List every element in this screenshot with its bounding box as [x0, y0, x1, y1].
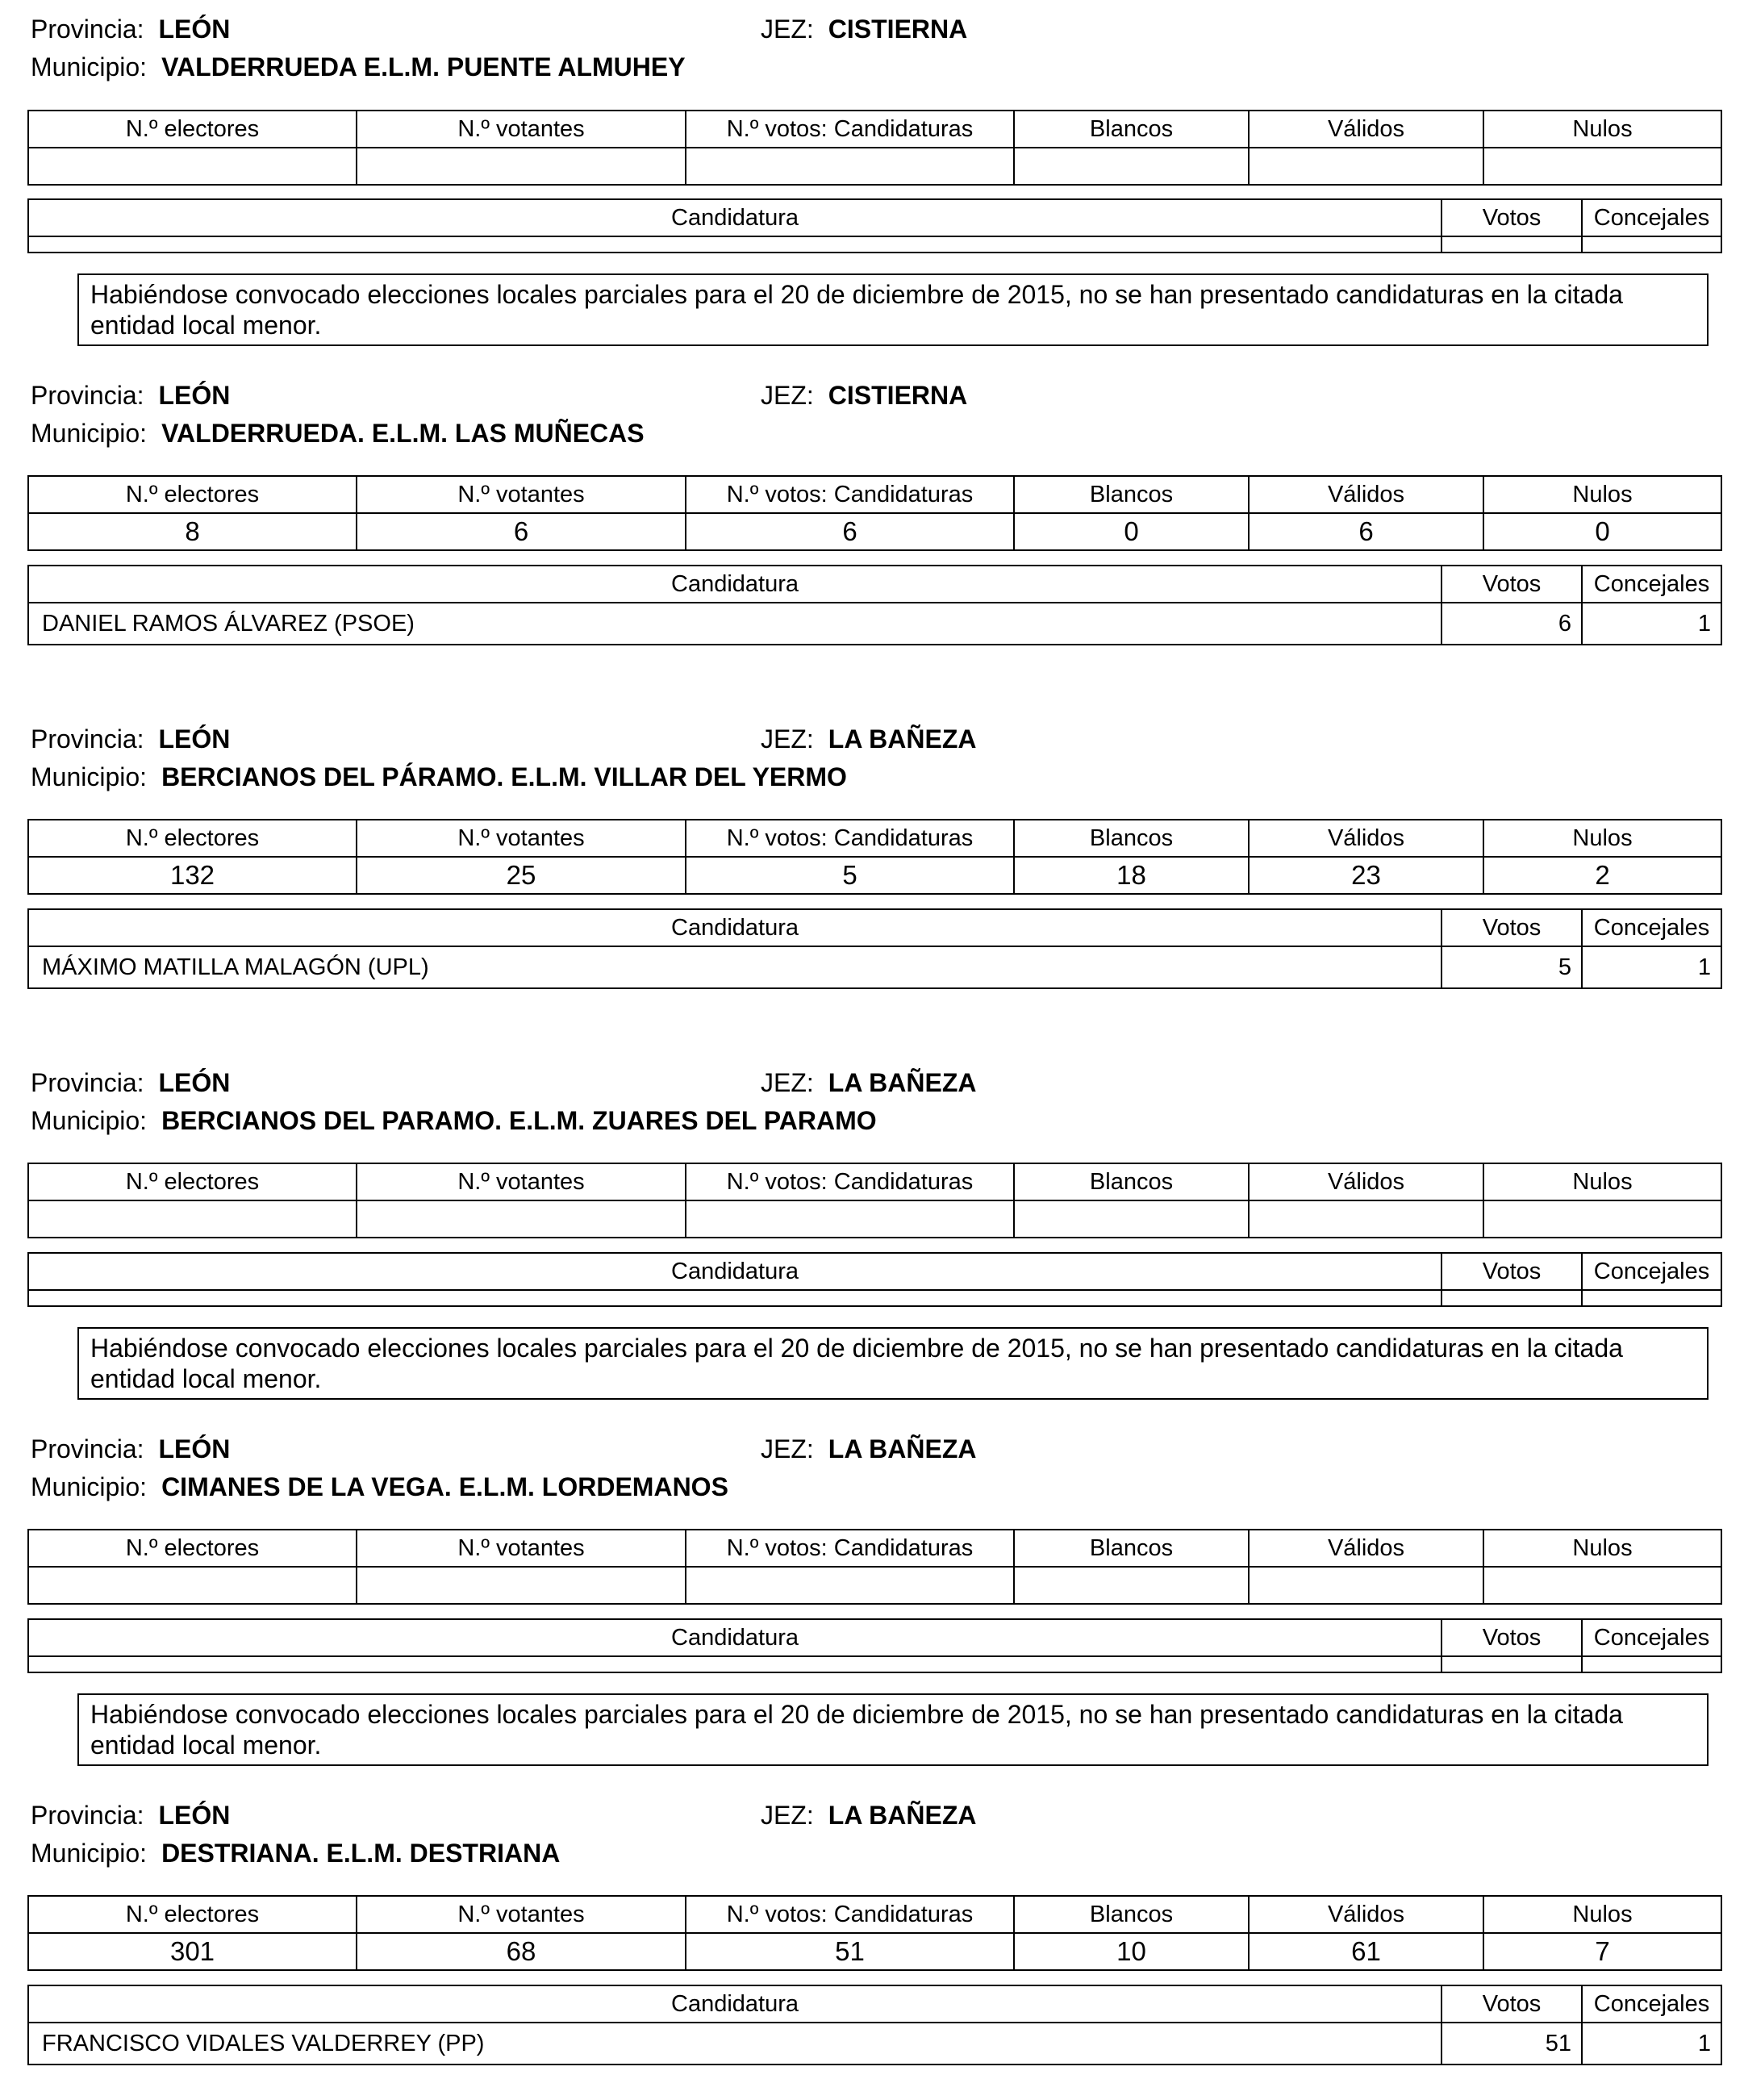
blancos-value: [1014, 1200, 1249, 1238]
candidate-concejales: 1: [1582, 603, 1721, 645]
empty-cell: [28, 1290, 1442, 1306]
validos-value: [1249, 148, 1483, 185]
candidatura-header: Candidatura: [28, 199, 1442, 236]
jez-line: [761, 1065, 976, 1100]
candidatura-table: [27, 908, 1722, 989]
nulos-header: Nulos: [1483, 1896, 1721, 1933]
concejales-header: Concejales: [1582, 566, 1721, 603]
electores-value: 301: [28, 1933, 357, 1970]
table-row: [28, 946, 1721, 988]
jez-value: CISTIERNA: [828, 15, 968, 44]
jez-label: JEZ:: [761, 724, 814, 754]
stats-table: [27, 819, 1722, 895]
jez-line: [761, 1797, 976, 1833]
electores-header: N.º electores: [28, 820, 357, 857]
jez-line: [761, 378, 967, 413]
provincia-label: Provincia:: [31, 1068, 144, 1097]
candidatura-header: Candidatura: [28, 566, 1442, 603]
electores-value: [28, 1567, 357, 1604]
municipio-value: DESTRIANA. E.L.M. DESTRIANA: [161, 1839, 561, 1868]
provincia-label: Provincia:: [31, 381, 144, 410]
blancos-value: 0: [1014, 513, 1249, 550]
empty-cell: [1442, 1656, 1582, 1672]
votos-candidaturas-header: N.º votos: Candidaturas: [686, 111, 1014, 148]
concejales-header: Concejales: [1582, 199, 1721, 236]
municipio-line: [31, 1469, 728, 1505]
provincia-value: LEÓN: [158, 1434, 231, 1463]
stats-table: [27, 1895, 1722, 1971]
jez-label: JEZ:: [761, 1068, 814, 1097]
municipio-value: CIMANES DE LA VEGA. E.L.M. LORDEMANOS: [161, 1472, 728, 1501]
blancos-value: 10: [1014, 1933, 1249, 1970]
electores-header: N.º electores: [28, 476, 357, 513]
jez-value: LA BAÑEZA: [828, 724, 977, 754]
blancos-header: Blancos: [1014, 1896, 1249, 1933]
blancos-header: Blancos: [1014, 820, 1249, 857]
validos-value: 6: [1249, 513, 1483, 550]
no-candidates-note: Habiéndose convocado elecciones locales parciales para el 20 de diciembre de 2015, no se han presentado candidaturas en la citada entidad local menor.: [77, 1327, 1709, 1400]
concejales-header: Concejales: [1582, 1253, 1721, 1290]
nulos-header: Nulos: [1483, 111, 1721, 148]
candidatura-header: Candidatura: [28, 1619, 1442, 1656]
validos-value: 61: [1249, 1933, 1483, 1970]
votantes-value: [357, 1200, 686, 1238]
candidate-votos: 51: [1442, 2023, 1582, 2065]
nulos-value: [1483, 1567, 1721, 1604]
municipio-label: Municipio:: [31, 1106, 148, 1135]
validos-header: Válidos: [1249, 1896, 1483, 1933]
empty-cell: [28, 1656, 1442, 1672]
concejales-header: Concejales: [1582, 1619, 1721, 1656]
votantes-value: 25: [357, 857, 686, 894]
nulos-header: Nulos: [1483, 820, 1721, 857]
votos-candidaturas-header: N.º votos: Candidaturas: [686, 1530, 1014, 1567]
votos-header: Votos: [1442, 199, 1582, 236]
candidate-votos: 5: [1442, 946, 1582, 988]
jez-line: [761, 1431, 976, 1467]
validos-value: [1249, 1567, 1483, 1604]
votantes-value: [357, 148, 686, 185]
nulos-header: Nulos: [1483, 1163, 1721, 1200]
provincia-line: [31, 378, 230, 413]
votos-candidaturas-value: [686, 1200, 1014, 1238]
municipio-line: [31, 49, 686, 85]
candidatura-header: Candidatura: [28, 1985, 1442, 2023]
municipio-label: Municipio:: [31, 762, 148, 791]
municipio-label: Municipio:: [31, 1839, 148, 1868]
table-row: [28, 603, 1721, 645]
votantes-header: N.º votantes: [357, 820, 686, 857]
nulos-header: Nulos: [1483, 476, 1721, 513]
validos-header: Válidos: [1249, 820, 1483, 857]
municipio-line: [31, 1835, 560, 1871]
electores-header: N.º electores: [28, 1163, 357, 1200]
municipio-label: Municipio:: [31, 52, 148, 81]
validos-header: Válidos: [1249, 111, 1483, 148]
jez-value: CISTIERNA: [828, 381, 968, 410]
votos-candidaturas-value: 51: [686, 1933, 1014, 1970]
municipio-value: BERCIANOS DEL PÁRAMO. E.L.M. VILLAR DEL YERMO: [161, 762, 847, 791]
stats-table: [27, 1529, 1722, 1605]
nulos-value: [1483, 148, 1721, 185]
municipio-line: [31, 759, 847, 795]
votos-header: Votos: [1442, 1619, 1582, 1656]
table-row: [28, 2023, 1721, 2065]
stats-table: [27, 1163, 1722, 1238]
nulos-value: 2: [1483, 857, 1721, 894]
provincia-value: LEÓN: [158, 1068, 231, 1097]
validos-header: Válidos: [1249, 1163, 1483, 1200]
votantes-value: 68: [357, 1933, 686, 1970]
municipio-value: VALDERRUEDA E.L.M. PUENTE ALMUHEY: [161, 52, 686, 81]
blancos-value: [1014, 148, 1249, 185]
blancos-value: 18: [1014, 857, 1249, 894]
stats-table: [27, 110, 1722, 186]
validos-header: Válidos: [1249, 1530, 1483, 1567]
provincia-line: [31, 1431, 230, 1467]
provincia-line: [31, 721, 230, 757]
empty-cell: [1442, 236, 1582, 253]
provincia-label: Provincia:: [31, 1434, 144, 1463]
candidate-name: DANIEL RAMOS ÁLVAREZ (PSOE): [28, 603, 1442, 645]
votantes-value: 6: [357, 513, 686, 550]
votos-header: Votos: [1442, 1253, 1582, 1290]
votos-candidaturas-value: 5: [686, 857, 1014, 894]
jez-value: LA BAÑEZA: [828, 1068, 977, 1097]
electores-header: N.º electores: [28, 111, 357, 148]
votantes-header: N.º votantes: [357, 476, 686, 513]
candidate-concejales: 1: [1582, 2023, 1721, 2065]
concejales-header: Concejales: [1582, 1985, 1721, 2023]
votos-candidaturas-header: N.º votos: Candidaturas: [686, 476, 1014, 513]
blancos-header: Blancos: [1014, 476, 1249, 513]
empty-cell: [1582, 1656, 1721, 1672]
provincia-value: LEÓN: [158, 1801, 231, 1830]
electores-value: [28, 148, 357, 185]
nulos-value: 7: [1483, 1933, 1721, 1970]
jez-line: [761, 11, 967, 47]
votantes-header: N.º votantes: [357, 1896, 686, 1933]
blancos-value: [1014, 1567, 1249, 1604]
candidatura-table: [27, 1252, 1722, 1307]
stats-table: [27, 475, 1722, 551]
electores-header: N.º electores: [28, 1896, 357, 1933]
no-candidates-note: Habiéndose convocado elecciones locales parciales para el 20 de diciembre de 2015, no se han presentado candidaturas en la citada entidad local menor.: [77, 273, 1709, 346]
electores-value: 8: [28, 513, 357, 550]
candidate-votos: 6: [1442, 603, 1582, 645]
jez-label: JEZ:: [761, 381, 814, 410]
provincia-line: [31, 1797, 230, 1833]
provincia-label: Provincia:: [31, 15, 144, 44]
validos-value: [1249, 1200, 1483, 1238]
votos-candidaturas-value: [686, 148, 1014, 185]
provincia-value: LEÓN: [158, 381, 231, 410]
jez-line: [761, 721, 976, 757]
nulos-value: 0: [1483, 513, 1721, 550]
electores-value: 132: [28, 857, 357, 894]
votantes-value: [357, 1567, 686, 1604]
jez-label: JEZ:: [761, 1434, 814, 1463]
municipio-value: BERCIANOS DEL PARAMO. E.L.M. ZUARES DEL PARAMO: [161, 1106, 877, 1135]
candidatura-header: Candidatura: [28, 1253, 1442, 1290]
blancos-header: Blancos: [1014, 1530, 1249, 1567]
jez-label: JEZ:: [761, 1801, 814, 1830]
candidatura-table: [27, 198, 1722, 253]
electores-value: [28, 1200, 357, 1238]
municipio-label: Municipio:: [31, 1472, 148, 1501]
concejales-header: Concejales: [1582, 909, 1721, 946]
municipio-line: [31, 1103, 877, 1138]
no-candidates-note: Habiéndose convocado elecciones locales parciales para el 20 de diciembre de 2015, no se han presentado candidaturas en la citada entidad local menor.: [77, 1693, 1709, 1766]
jez-value: LA BAÑEZA: [828, 1801, 977, 1830]
votantes-header: N.º votantes: [357, 111, 686, 148]
provincia-line: [31, 1065, 230, 1100]
votos-candidaturas-header: N.º votos: Candidaturas: [686, 1163, 1014, 1200]
candidatura-header: Candidatura: [28, 909, 1442, 946]
validos-value: 23: [1249, 857, 1483, 894]
nulos-header: Nulos: [1483, 1530, 1721, 1567]
candidate-concejales: 1: [1582, 946, 1721, 988]
municipio-value: VALDERRUEDA. E.L.M. LAS MUÑECAS: [161, 419, 645, 448]
provincia-line: [31, 11, 230, 47]
empty-cell: [28, 236, 1442, 253]
candidate-name: MÁXIMO MATILLA MALAGÓN (UPL): [28, 946, 1442, 988]
votantes-header: N.º votantes: [357, 1530, 686, 1567]
candidatura-table: [27, 1985, 1722, 2065]
votos-candidaturas-header: N.º votos: Candidaturas: [686, 1896, 1014, 1933]
provincia-label: Provincia:: [31, 724, 144, 754]
empty-cell: [1442, 1290, 1582, 1306]
votantes-header: N.º votantes: [357, 1163, 686, 1200]
votos-candidaturas-value: 6: [686, 513, 1014, 550]
votos-header: Votos: [1442, 1985, 1582, 2023]
votos-header: Votos: [1442, 909, 1582, 946]
municipio-label: Municipio:: [31, 419, 148, 448]
empty-cell: [1582, 236, 1721, 253]
municipio-line: [31, 415, 645, 451]
electores-header: N.º electores: [28, 1530, 357, 1567]
jez-label: JEZ:: [761, 15, 814, 44]
votos-candidaturas-value: [686, 1567, 1014, 1604]
validos-header: Válidos: [1249, 476, 1483, 513]
provincia-value: LEÓN: [158, 15, 231, 44]
provincia-label: Provincia:: [31, 1801, 144, 1830]
blancos-header: Blancos: [1014, 111, 1249, 148]
candidate-name: FRANCISCO VIDALES VALDERREY (PP): [28, 2023, 1442, 2065]
empty-cell: [1582, 1290, 1721, 1306]
votos-candidaturas-header: N.º votos: Candidaturas: [686, 820, 1014, 857]
votos-header: Votos: [1442, 566, 1582, 603]
provincia-value: LEÓN: [158, 724, 231, 754]
jez-value: LA BAÑEZA: [828, 1434, 977, 1463]
candidatura-table: [27, 565, 1722, 645]
blancos-header: Blancos: [1014, 1163, 1249, 1200]
nulos-value: [1483, 1200, 1721, 1238]
candidatura-table: [27, 1618, 1722, 1673]
